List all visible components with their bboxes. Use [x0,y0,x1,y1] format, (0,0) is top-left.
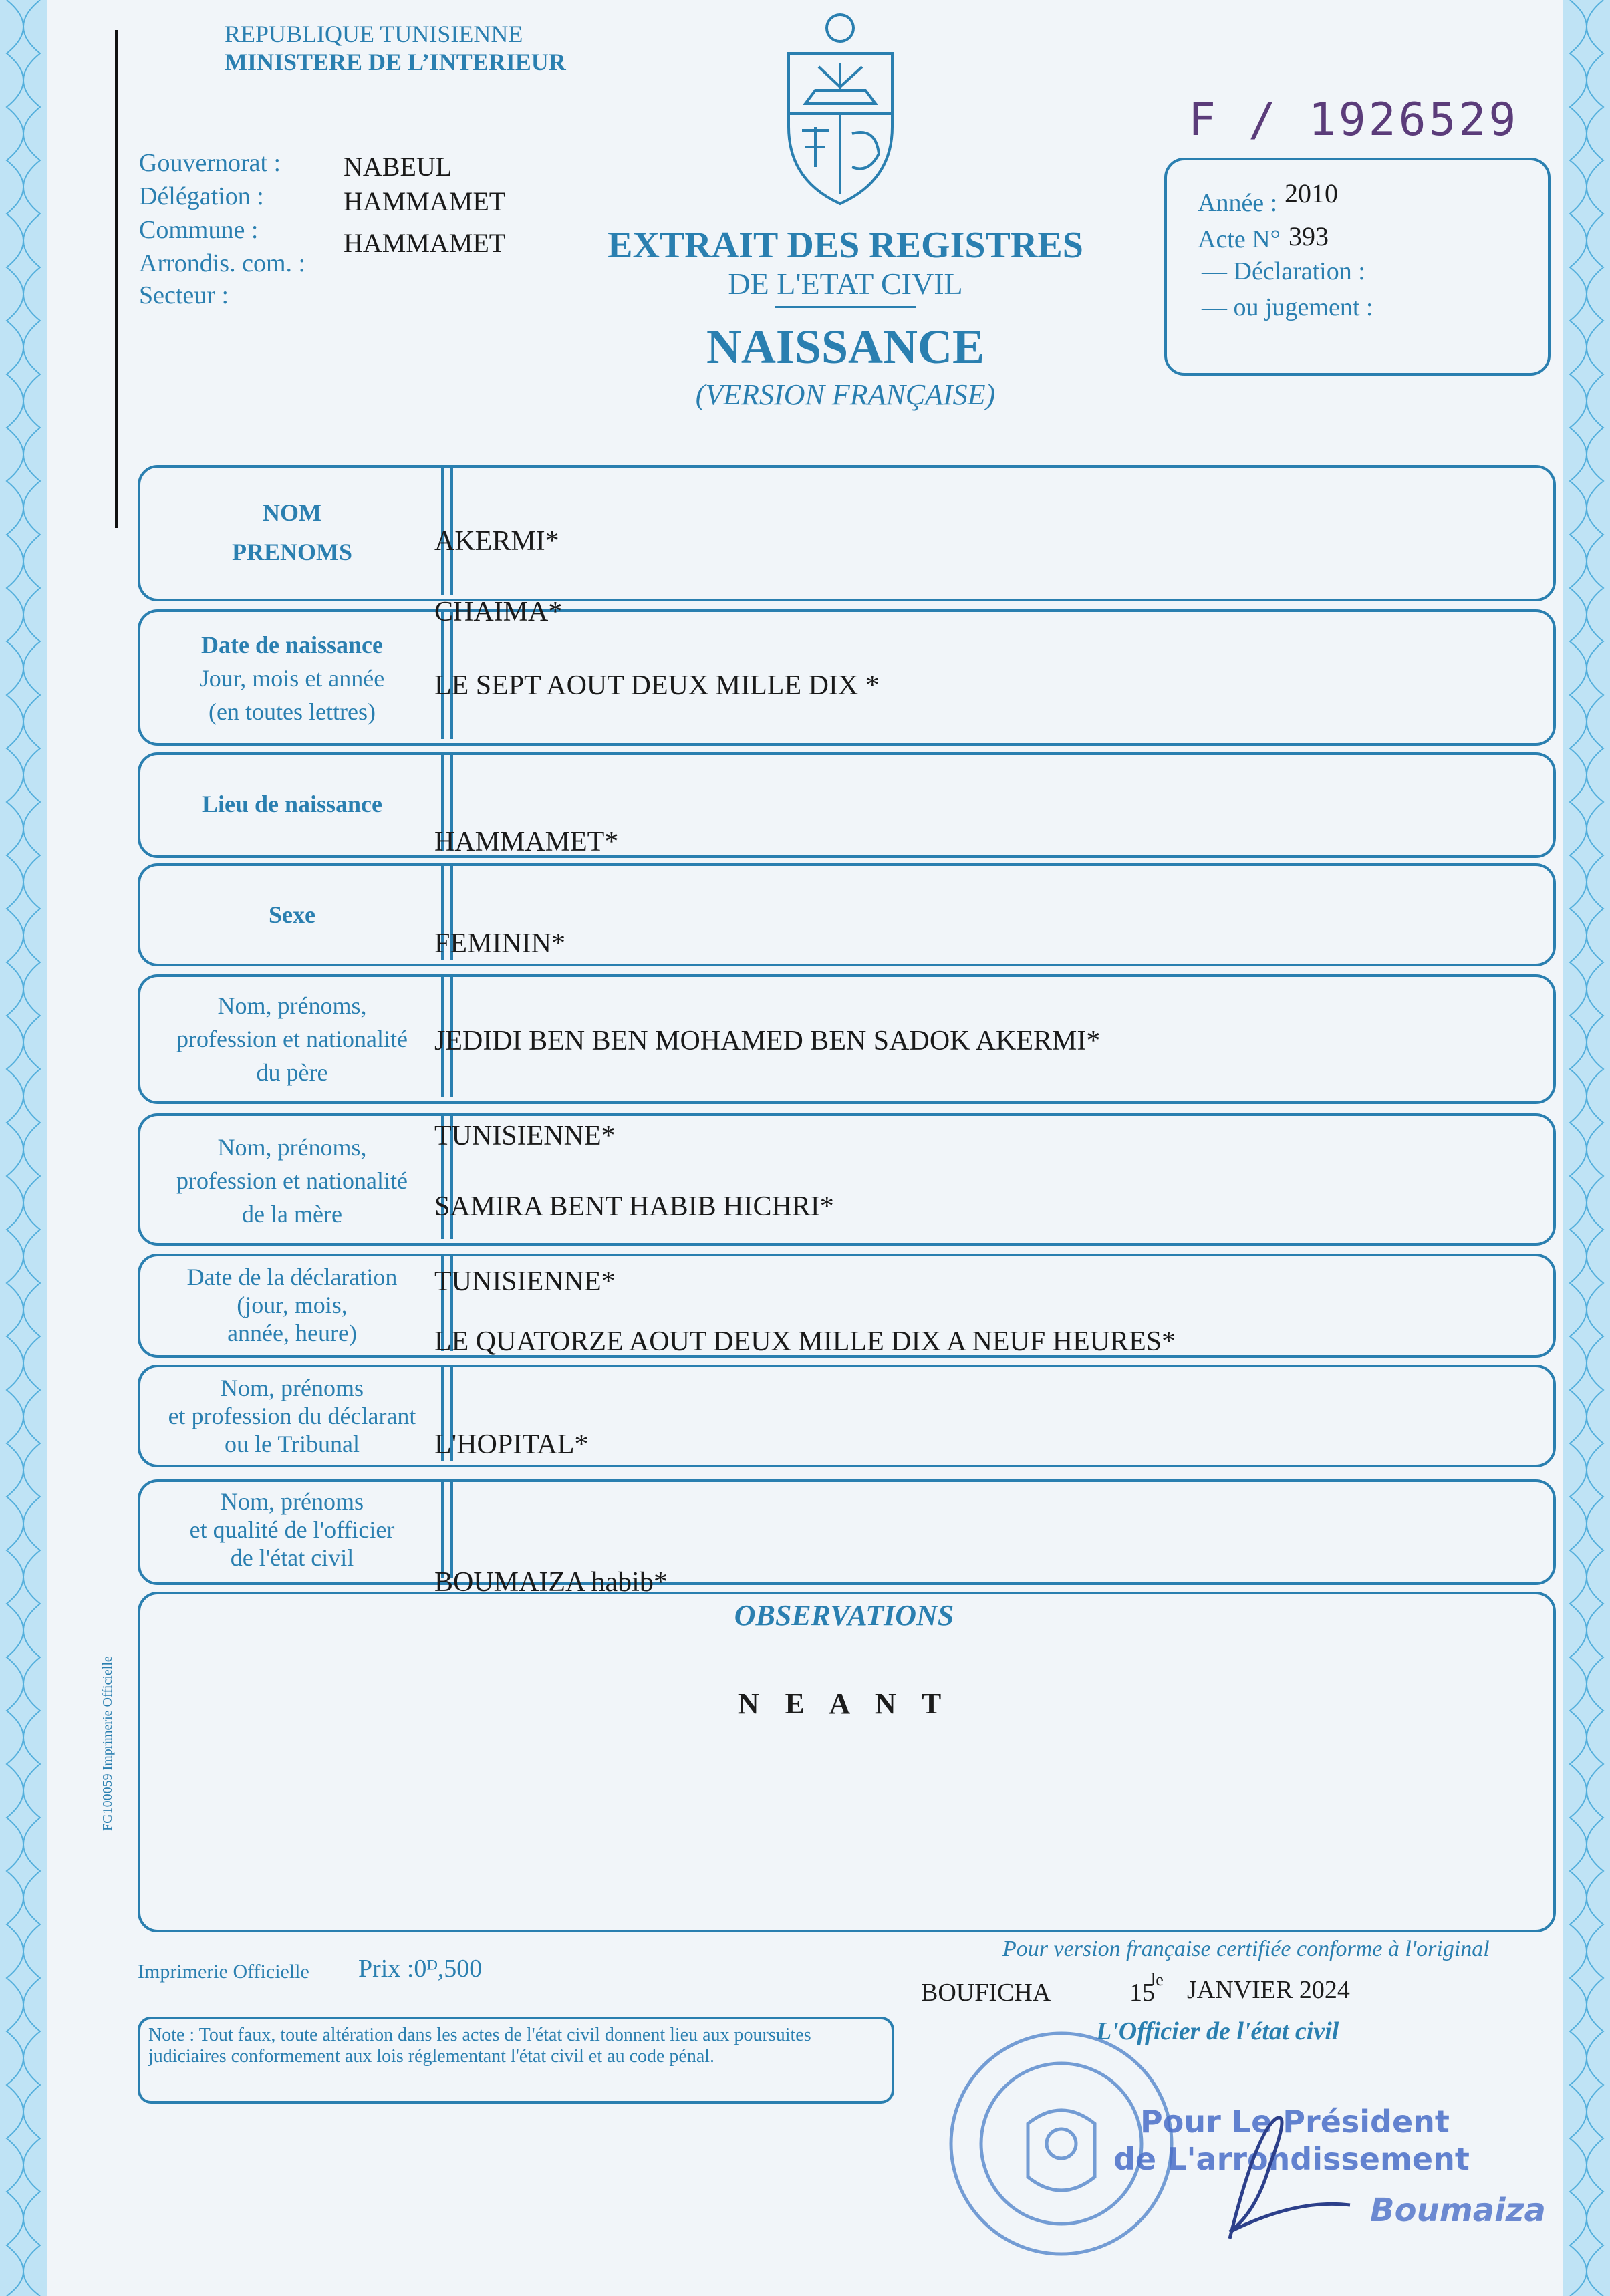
pere-value: JEDIDI BEN BEN MOHAMED BEN SADOK AKERMI* [434,1026,1101,1056]
stamp-line2: de L'arrondissement [1113,2141,1470,2177]
observations-box [138,1592,1556,1932]
date-le: le [1151,1970,1164,1989]
declaration-value: LE QUATORZE AOUT DEUX MILLE DIX A NEUF HEURES* [434,1326,1176,1357]
title-line2: DE L'ETAT CIVIL [728,267,963,301]
gouvernorat-label: Gouvernorat : [139,149,281,177]
declarant-value: L'HOPITAL* [434,1429,589,1460]
lieu-value: HAMMAMET* [434,827,619,857]
officier-value: BOUMAIZA habib* [434,1567,668,1598]
mere-nationality-value: TUNISIENNE* [434,1266,616,1297]
ministry-label: MINISTERE DE L’INTERIEUR [225,49,566,76]
place-value: BOUFICHA [921,1979,1051,2007]
date-rest: JANVIER 2024 [1187,1976,1350,2004]
pere-label-1: Nom, prénoms, [217,992,367,1019]
side-code: FG100059 Imprimerie Officielle [100,1656,115,1831]
sexe-value: FEMININ* [434,928,565,959]
arrondis-label: Arrondis. com. : [139,249,306,277]
observations-title: OBSERVATIONS [734,1599,954,1632]
officier-label-1: Nom, prénoms [221,1488,364,1515]
declarant-label-3: ou le Tribunal [224,1431,360,1457]
stamp-line1: Pour Le Président [1140,2104,1450,2140]
date-label: Date de naissance [201,631,383,658]
mere-label-2: profession et nationalité [176,1167,408,1194]
jugement-label: — ou jugement : [1202,293,1373,321]
pere-nationality-value: TUNISIENNE* [434,1121,616,1151]
annee-value: 2010 [1285,178,1338,208]
commune-value: HAMMAMET [344,228,506,258]
nom-label: NOM [263,499,321,526]
title-line1: EXTRAIT DES REGISTRES [608,225,1083,266]
signature-icon [1190,2105,1377,2252]
pere-label-3: du père [256,1059,328,1086]
observations-text: N E A N T [737,1687,951,1720]
commune-label: Commune : [139,216,259,244]
date-sub2: (en toutes lettres) [209,698,376,725]
declaration-label: — Déclaration : [1202,257,1365,285]
gouvernorat-value: NABEUL [344,152,452,182]
note-text: Note : Tout faux, toute altération dans les actes de l'état civil donnent lieu aux poursuites judiciaires conformement aux lois réglementant l'état civil et au code pénal. [148,2025,811,2067]
nom-value: AKERMI* [434,526,559,557]
serial-number: F / 1926529 [1188,94,1519,146]
officier-label-3: de l'état civil [230,1544,354,1571]
date-value: LE SEPT AOUT DEUX MILLE DIX * [434,670,880,701]
decl-label-2: (jour, mois, [237,1292,348,1318]
acte-label: Acte N° [1198,225,1281,253]
officier-label-2: et qualité de l'officier [189,1516,395,1543]
prenoms-label: PRENOMS [232,539,352,565]
delegation-value: HAMMAMET [344,186,506,217]
title-main: NAISSANCE [706,320,985,374]
date-day: 15 [1129,1979,1155,2007]
delegation-label: Délégation : [139,182,264,210]
secteur-label: Secteur : [139,281,229,309]
imprimerie-label: Imprimerie Officielle [138,1961,309,1983]
decl-label-3: année, heure) [227,1320,357,1346]
date-sub1: Jour, mois et année [199,665,385,692]
decl-label-1: Date de la déclaration [186,1264,398,1290]
annee-label: Année : [1198,189,1278,217]
prix-label: Prix :0ᴰ,500 [358,1955,483,1983]
mere-label-1: Nom, prénoms, [217,1134,367,1161]
declarant-label-1: Nom, prénoms [221,1375,364,1401]
officer-label: L'Officier de l'état civil [1096,2017,1339,2045]
lieu-label: Lieu de naissance [201,791,383,817]
certifiee-text: Pour version française certifiée conforme à l'original [1002,1936,1490,1961]
title-version: (VERSION FRANÇAISE) [695,378,996,411]
signature-name: Boumaiza [1370,2192,1546,2229]
pere-label-2: profession et nationalité [176,1026,408,1052]
sexe-label: Sexe [269,901,315,928]
republic-label: REPUBLIQUE TUNISIENNE [225,21,523,47]
acte-value: 393 [1289,221,1329,251]
mere-label-3: de la mère [242,1201,342,1228]
declarant-label-2: et profession du déclarant [168,1403,416,1429]
prenom-value: CHAIMA* [434,597,563,627]
mere-value: SAMIRA BENT HABIB HICHRI* [434,1191,834,1222]
